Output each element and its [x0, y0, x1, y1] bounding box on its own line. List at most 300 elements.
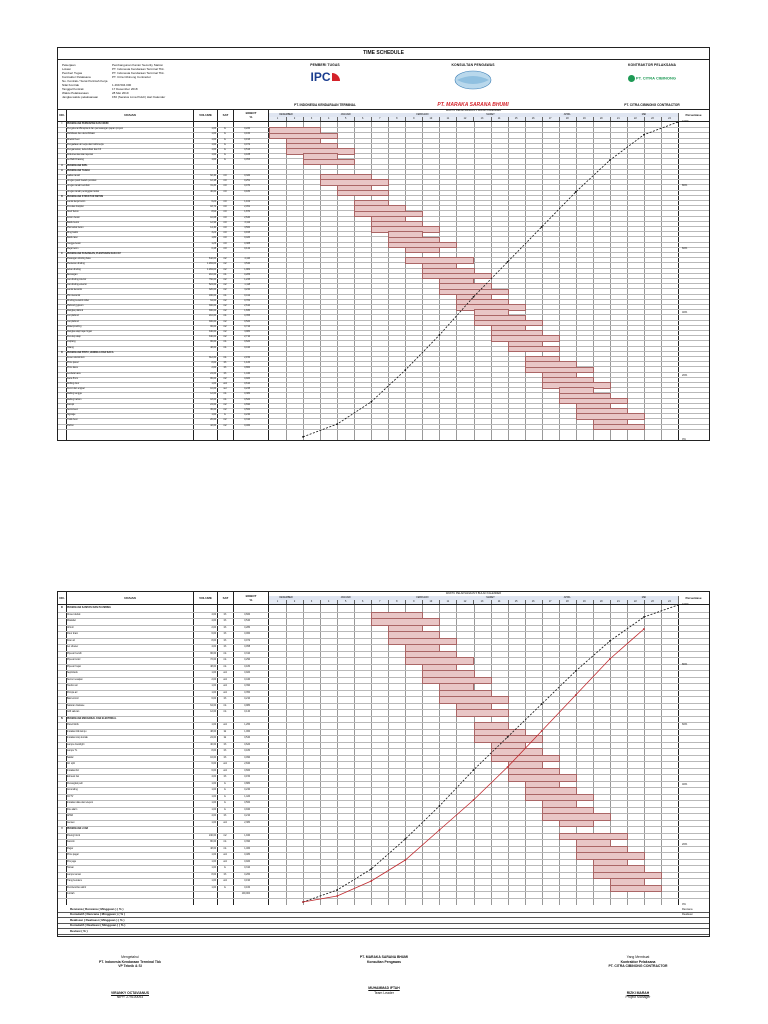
row-unit: ls: [224, 414, 226, 417]
row-description: Pondasi footplat: [67, 206, 84, 209]
row-description: Ring balok: [67, 232, 78, 235]
schedule-sheet-2: [57, 591, 710, 937]
week-cell: 8: [388, 600, 406, 604]
row-unit: ls: [224, 159, 226, 162]
row-unit: m2: [223, 279, 227, 281]
row-unit: m1: [223, 704, 227, 707]
row-description: Kusen aluminium: [67, 357, 85, 359]
row-volume: 96,00: [210, 325, 216, 328]
week-cell: 4: [320, 117, 338, 121]
row-weight: 0,860: [244, 367, 250, 370]
week-cell: 17: [542, 600, 560, 604]
row-weight: 0,180: [244, 190, 250, 193]
row-volume: 24,00: [210, 737, 216, 739]
row-weight: 0,150: [244, 776, 250, 778]
percentage-tick: 20%: [682, 843, 688, 846]
signature-title: Konsultan Pengawas: [366, 959, 402, 964]
row-volume: 12,96: [210, 221, 216, 224]
signature-name: MUHAMMAD IFTAH: [368, 986, 400, 991]
week-cell: 10: [422, 600, 440, 604]
row-volume: 6,24: [211, 201, 216, 203]
row-description: Pos jaga: [67, 860, 76, 863]
row-unit: m2: [223, 424, 227, 427]
row-volume: 1.284,00: [207, 268, 216, 271]
row-weight: 0,388: [244, 242, 250, 245]
row-description: Jendela kaca: [67, 372, 81, 375]
project-info-labels: [62, 63, 110, 99]
row-weight: 0,560: [244, 409, 250, 411]
row-unit: set: [223, 388, 227, 391]
row-unit: bh: [223, 620, 227, 622]
row-volume: 2,00: [211, 367, 216, 370]
time-header: WAKTU PELAKSANAAN 5 BULAN KALENDER: [269, 592, 678, 597]
signature-org: PT. MARAKA SARANA BHUMI: [359, 955, 409, 959]
row-no: B: [61, 195, 63, 198]
row-unit: unit: [223, 383, 227, 385]
week-cell: 20: [593, 600, 611, 604]
row-weight: 0,920: [244, 377, 250, 380]
row-weight: 0,240: [244, 414, 250, 417]
row-description: Pintu kaca: [67, 367, 78, 370]
row-volume: 1,00: [211, 802, 216, 804]
row-description: Tandon air: [67, 685, 78, 687]
row-volume: 4,00: [211, 815, 216, 817]
col-uraian: URAIAN: [67, 592, 194, 604]
percentage-tick: 100%: [682, 603, 689, 606]
row-volume: 1,00: [211, 138, 216, 141]
row-description: Fire alarm: [67, 808, 78, 811]
row-unit: m2: [223, 268, 227, 271]
row-volume: 40,00: [210, 743, 216, 746]
row-description: Lantai keramik: [67, 289, 82, 292]
row-volume: 4,00: [211, 620, 216, 622]
percentage-tick: 80%: [682, 183, 688, 187]
row-description: Kran air: [67, 639, 76, 642]
contractor-block: [598, 63, 706, 107]
week-cell: 16: [525, 117, 543, 121]
row-weight: 0,210: [244, 815, 250, 817]
week-cell: 11: [439, 117, 457, 121]
row-weight: 1,982: [244, 268, 250, 271]
row-description: Pagar: [67, 847, 74, 850]
row-weight: 100,000: [241, 893, 250, 895]
week-cell: 5: [337, 600, 355, 604]
col-no: NO.: [58, 592, 67, 604]
row-volume: 24,00: [210, 403, 216, 406]
col-volume: VOLUME: [194, 592, 218, 604]
row-weight: 1,260: [244, 724, 250, 726]
row-unit: bh: [223, 372, 227, 375]
row-volume: 1,00: [211, 789, 216, 791]
project-info-values: [112, 63, 192, 99]
percentage-tick: 100%: [682, 120, 689, 123]
row-unit: bh: [223, 626, 227, 629]
row-weight: 0,290: [244, 659, 250, 661]
row-weight: 0,072: [244, 143, 250, 146]
signature-contractor: [568, 955, 708, 1000]
ipc-logo: IPC: [280, 73, 370, 82]
row-weight: 0,245: [244, 388, 250, 391]
row-description: Jet shower: [67, 646, 79, 648]
week-cell: 6: [354, 117, 372, 121]
table-header: [58, 109, 709, 122]
row-no: D: [61, 351, 63, 354]
month-cell: DESEMBER: [269, 113, 304, 117]
row-description: Mobilisasi dan demobilisasi: [67, 133, 95, 136]
row-unit: ls: [224, 149, 226, 151]
row-unit: m2: [223, 377, 227, 380]
row-unit: bh: [223, 756, 227, 759]
week-cell: 19: [576, 600, 594, 604]
week-cell: 15: [508, 600, 526, 604]
row-weight: 0,190: [244, 880, 250, 882]
row-unit: m2: [223, 263, 227, 266]
row-description: Genset: [67, 821, 75, 824]
row-weight: 0,390: [244, 685, 250, 687]
row-unit: bh: [223, 743, 227, 746]
row-description: PEKERJAAN PINTU, JENDELA DAN KACA: [67, 351, 114, 354]
info-label: Kontraktor Pelaksana: [62, 75, 91, 79]
row-unit: ls: [224, 795, 226, 798]
row-volume: 642,00: [208, 258, 216, 261]
row-unit: m1: [223, 665, 227, 668]
row-volume: 1,00: [211, 691, 216, 694]
row-unit: m3: [223, 206, 227, 209]
row-weight: 0,070: [244, 185, 250, 188]
row-unit: m3: [223, 175, 227, 177]
row-weight: 1,060: [244, 730, 250, 733]
row-unit: bh: [223, 873, 227, 876]
row-unit: ls: [224, 886, 226, 889]
row-weight: 0,188: [244, 154, 250, 157]
row-weight: 1,460: [244, 847, 250, 850]
row-volume: 8,00: [211, 873, 216, 876]
row-description: Benangan: [67, 273, 78, 276]
row-weight: 0,350: [244, 691, 250, 694]
week-cell: 22: [627, 600, 645, 604]
row-no: C: [61, 253, 63, 255]
row-volume: 1,00: [211, 672, 216, 674]
owner-heading: PEMBERI TUGAS: [310, 63, 340, 67]
week-cell: 5: [337, 117, 355, 121]
row-volume: 1,00: [211, 808, 216, 811]
row-description: Penutup atap: [67, 336, 81, 339]
row-weight: 0,058: [244, 646, 250, 648]
row-volume: 300,00: [208, 310, 216, 313]
row-unit: m2: [223, 834, 227, 837]
percentage-tick: 60%: [682, 723, 688, 726]
row-volume: 4,00: [211, 776, 216, 778]
row-volume: 62,40: [210, 175, 216, 177]
row-volume: 6,00: [211, 763, 216, 765]
row-weight: 2,451: [244, 206, 250, 209]
row-unit: m2: [223, 258, 227, 261]
row-no: V: [61, 828, 63, 830]
row-weight: 0,286: [244, 273, 250, 276]
row-weight: 0,410: [244, 346, 250, 349]
row-weight: 0,480: [244, 854, 250, 856]
month-cell: JANUARI: [303, 596, 389, 600]
signature-consultant: [314, 955, 454, 995]
row-weight: 0,744: [244, 325, 250, 328]
row-weight: 0,660: [244, 613, 250, 616]
row-description: Urugan tanah kembali: [67, 185, 90, 188]
info-value: PT. Citra Cibinong Contractor: [112, 75, 152, 79]
row-unit: m2: [223, 336, 227, 339]
info-value: 28 Mei 2019: [112, 91, 129, 95]
row-weight: 0,610: [244, 383, 250, 385]
row-volume: 1,00: [211, 149, 216, 151]
summary-row: [58, 929, 709, 935]
row-description: PEKERJAAN SANITASI DAN PLUMBING: [67, 607, 111, 609]
row-description: Plafond gypsum: [67, 305, 84, 307]
row-unit: ls: [224, 128, 226, 131]
info-value: 1.499.504.000: [112, 83, 132, 87]
week-cell: 13: [474, 117, 492, 121]
row-weight: 1,420: [244, 795, 250, 798]
row-unit: ls: [224, 808, 226, 811]
row-volume: 524,00: [208, 284, 216, 287]
row-volume: 8,00: [211, 639, 216, 642]
row-description: Pasangan dinding bata: [67, 258, 91, 261]
row-unit: m1: [223, 652, 227, 655]
row-unit: m2: [223, 299, 227, 302]
row-unit: ls: [224, 138, 226, 141]
row-description: Lampu TL: [67, 750, 78, 752]
row-description: PEKERJAAN SIPIL: [67, 164, 88, 167]
info-label: Jangka waktu pelaksanaan: [62, 95, 99, 99]
row-volume: 10,08: [210, 216, 216, 219]
week-cell: 18: [559, 117, 577, 121]
week-cell: 7: [371, 117, 389, 121]
week-cell: 21: [610, 117, 628, 121]
row-description: Urinoir: [67, 626, 74, 629]
row-weight: 0,440: [244, 678, 250, 681]
row-description: Meja beton: [67, 247, 79, 250]
row-description: Pipa air kotor: [67, 659, 81, 661]
row-weight: 0,660: [244, 769, 250, 772]
schedule-body: [58, 122, 709, 440]
week-cell: 13: [474, 600, 492, 604]
row-description: Instalasi data dan telepon: [67, 802, 94, 804]
row-volume: 210,00: [208, 273, 216, 276]
row-description: Septictank: [67, 672, 78, 674]
row-unit: unit: [223, 854, 227, 856]
row-unit: bh: [223, 639, 227, 642]
row-weight: 1,830: [244, 310, 250, 313]
row-unit: unit: [223, 678, 227, 681]
row-volume: 86,00: [210, 377, 216, 380]
row-volume: 1,00: [211, 854, 216, 856]
row-description: Kanstin: [67, 841, 75, 843]
row-weight: 0,940: [244, 808, 250, 811]
row-unit: m1: [223, 294, 227, 297]
row-volume: 6,00: [211, 769, 216, 772]
row-description: Lampu taman: [67, 873, 82, 876]
row-description: Pembersihan akhir: [67, 886, 87, 889]
col-uraian: URAIAN: [67, 109, 194, 121]
row-weight: 0,460: [244, 424, 250, 427]
row-volume: 1,00: [211, 143, 216, 146]
week-cell: 14: [491, 117, 509, 121]
row-description: Pintu pagar: [67, 854, 79, 856]
row-weight: 0,355: [244, 315, 250, 318]
row-description: Tralis besi: [67, 419, 78, 422]
row-volume: 40,00: [210, 190, 216, 193]
row-volume: 8,00: [211, 362, 216, 365]
week-cell: 3: [303, 600, 321, 604]
row-weight: 0,140: [244, 711, 250, 713]
row-volume: 80,00: [210, 841, 216, 843]
row-weight: 0,053: [244, 159, 250, 162]
row-unit: m1: [223, 659, 227, 661]
row-unit: m1: [223, 273, 227, 276]
row-description: As Built Drawing: [67, 159, 84, 162]
week-cell: 9: [405, 600, 423, 604]
row-description: Waterproofing: [67, 325, 82, 328]
week-cell: 16: [525, 600, 543, 604]
row-volume: 14,40: [210, 227, 216, 229]
signature-position: Project Manager: [625, 995, 651, 1000]
week-cell: 23: [644, 117, 662, 121]
row-volume: 96,00: [210, 652, 216, 655]
row-weight: 3,980: [244, 331, 250, 333]
row-weight: 0,320: [244, 175, 250, 177]
month-cell: FEBRUARI: [388, 113, 457, 117]
row-description: PEKERJAAN TANAH: [67, 169, 90, 172]
row-weight: 0,690: [244, 403, 250, 406]
row-weight: 0,160: [244, 133, 250, 136]
row-description: Urugan pasir bawah pondasi: [67, 180, 97, 183]
row-volume: 1,00: [211, 414, 216, 417]
row-unit: m1: [223, 341, 227, 344]
info-label: Pemberi Tugas: [62, 71, 83, 75]
row-weight: 0,420: [244, 237, 250, 240]
row-description: Pipa air hujan: [67, 665, 82, 668]
row-description: Taman: [67, 867, 74, 869]
row-volume: 8,00: [211, 750, 216, 752]
row-unit: m2: [223, 305, 227, 307]
row-unit: unit: [223, 685, 227, 687]
row-volume: 1,26: [211, 242, 216, 245]
week-cell: 2: [286, 117, 304, 121]
row-volume: 300,00: [208, 320, 216, 323]
info-label: Lokasi: [62, 67, 71, 71]
row-weight: 0,880: [244, 782, 250, 785]
row-description: Railing tangga: [67, 393, 82, 396]
week-cell: 22: [627, 117, 645, 121]
row-description: Balok beton: [67, 221, 80, 224]
row-unit: m3: [223, 211, 227, 214]
row-description: Jumlah: [67, 893, 75, 895]
signature-title: PT. CITRA CIBINONG CONTRACTOR: [608, 964, 668, 969]
row-unit: m3: [223, 216, 227, 219]
info-value: PT. Indonesia Kendaraan Terminal Tbk.: [112, 71, 165, 75]
table-header: [58, 592, 709, 605]
row-weight: 1,118: [244, 284, 250, 287]
row-description: Rangka atap baja ringan: [67, 331, 93, 333]
info-value: PT. Indonesia Kendaraan Terminal Tbk.: [112, 67, 165, 71]
page-title: TIME SCHEDULE: [58, 48, 709, 60]
row-unit: bh: [223, 776, 227, 778]
row-volume: 1,00: [211, 821, 216, 824]
row-volume: 210,00: [208, 315, 216, 318]
row-unit: m3: [223, 201, 227, 203]
row-unit: unit: [223, 724, 227, 726]
week-cell: 11: [439, 600, 457, 604]
row-weight: 0,390: [244, 841, 250, 843]
row-weight: 1,440: [244, 372, 250, 375]
row-description: Signage: [67, 414, 76, 417]
week-cell: 3: [303, 117, 321, 121]
row-description: Tiang bendera: [67, 880, 82, 882]
percentage-tick: 20%: [682, 374, 688, 378]
week-cell: 18: [559, 600, 577, 604]
info-value: 150 (Seratus Lima Puluh) Hari Kalender: [112, 95, 166, 99]
row-description: AC split: [67, 763, 75, 765]
percentage-tick: 0%: [682, 438, 686, 441]
info-label: Pekerjaan: [62, 63, 76, 67]
row-volume: 1,00: [211, 860, 216, 863]
month-cell: APRIL: [525, 596, 611, 600]
row-volume: 12,00: [210, 711, 216, 713]
signature-name: RIZKI MARAH: [626, 990, 650, 995]
row-description: Sunscreen: [67, 409, 78, 411]
info-label: Tanggal Kontrak: [62, 87, 84, 91]
row-volume: 1,00: [211, 886, 216, 889]
row-description: Closet duduk: [67, 613, 81, 616]
row-description: Penangkal petir: [67, 782, 83, 785]
row-description: Rolling door: [67, 383, 80, 385]
row-description: Instalasi titik lampu: [67, 730, 87, 733]
row-weight: 0,090: [244, 756, 250, 759]
owner-name: PT. INDONESIA KENDARAAN TERMINAL: [294, 103, 356, 107]
info-label: No. Kontrak / Surat Perintah Kerja: [62, 79, 108, 83]
row-unit: m1: [223, 711, 227, 713]
week-cell: 1: [269, 600, 287, 604]
row-weight: 0,180: [244, 750, 250, 752]
row-description: Wastafel: [67, 620, 76, 622]
row-weight: 0,620: [244, 743, 250, 746]
row-weight: 0,240: [244, 789, 250, 791]
row-volume: 1,00: [211, 685, 216, 687]
row-weight: 3,112: [244, 221, 250, 224]
row-unit: m2: [223, 331, 227, 333]
row-weight: 0,920: [244, 672, 250, 674]
info-label: Waktu Pelaksanaan: [62, 91, 89, 95]
row-weight: 0,280: [244, 626, 250, 629]
row-volume: 320,00: [208, 289, 216, 292]
row-volume: 42,00: [210, 424, 216, 427]
row-volume: 0,48: [211, 247, 216, 250]
row-volume: 2,00: [211, 626, 216, 629]
row-weight: 3,540: [244, 263, 250, 266]
summary-note: Realisasi: [682, 913, 693, 917]
row-unit: m2: [223, 419, 227, 422]
consultant-logo-text: PT. MARAKA SARANA BHUMI: [437, 102, 509, 108]
row-unit: m3: [223, 247, 227, 250]
row-volume: 36,00: [210, 409, 216, 411]
row-unit: m3: [223, 221, 227, 224]
week-row: [269, 117, 678, 121]
summary-label: Komulatif ( Rencana ( Mingguan ) ( % ): [70, 912, 125, 917]
row-unit: m3: [223, 232, 227, 235]
row-volume: 10,00: [210, 388, 216, 391]
row-volume: 2,00: [211, 678, 216, 681]
row-description: PEKERJAAN PASANGAN, PLESTERAN DAN CAT: [67, 253, 121, 255]
row-volume: 1,00: [211, 133, 216, 136]
row-description: Pintu panel: [67, 362, 79, 365]
